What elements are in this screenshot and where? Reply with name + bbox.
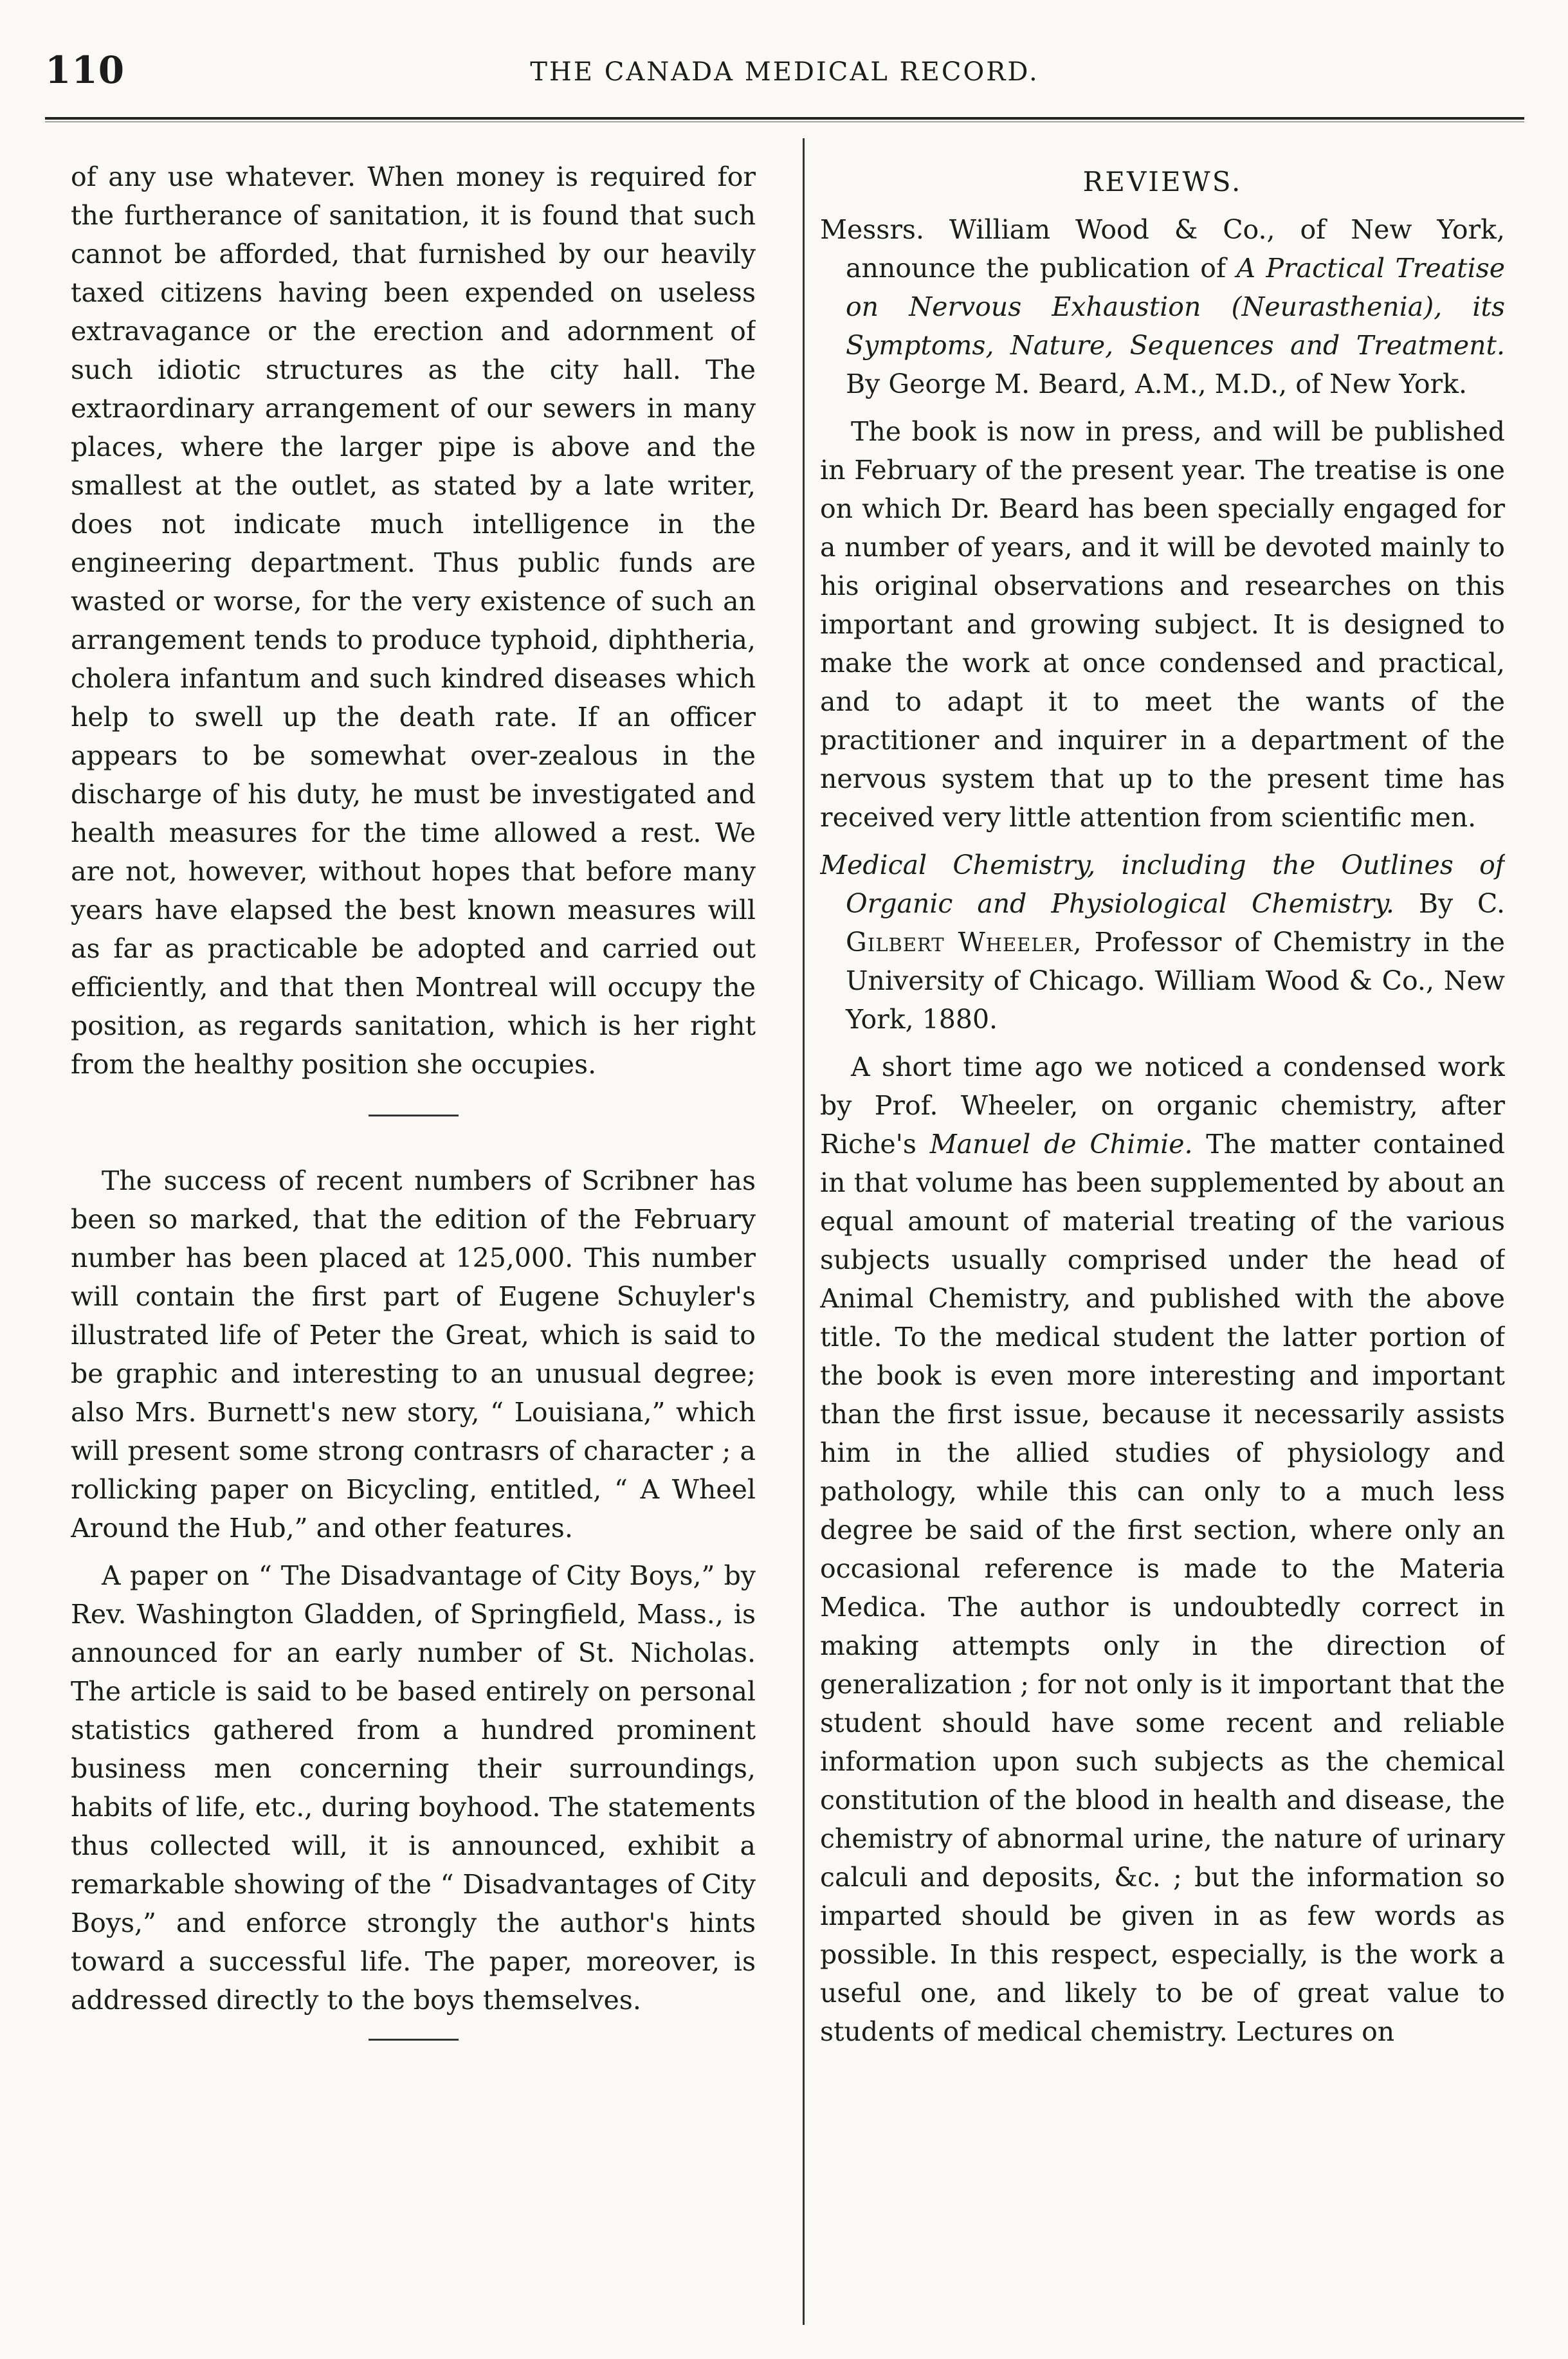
header-rule bbox=[45, 117, 1524, 122]
book-title: Medical Chemistry, including the Outlines of Organic and Physiological Chemistry. bbox=[820, 850, 1505, 919]
body-tail: The matter contained in that volume has been supplemented by about an equal amount of material treating of the various subjects usually comprised under the head of Animal Chemistry, and published with the above title. To the medical student the latter portion of the book is even more interesting and important than the first issue, because it necessarily assists him in the allied studies of physiology and pathology, while this can only to a much less degree be said of the first section, where only an occasional reference is made to the Materia Medica. The author is undoubtedly correct in making attempts only in the direction of generalization ; for not only is it important that the student should have some recent and reliable information upon such subjects as the chemical constitution of the blood in health and disease, the chemistry of abnormal urine, the nature of urinary calculi and deposits, &c. ; but the information so imparted should be given in as few words as possible. In this respect, especially, is the work a useful one, and likely to be of great value to students of medical chemistry. Lectures on bbox=[820, 1129, 1505, 2047]
column-divider bbox=[803, 138, 805, 2325]
running-title: THE CANADA MEDICAL RECORD. bbox=[530, 57, 1039, 87]
review-chemistry-citation bbox=[820, 846, 1505, 1039]
reviews-heading: REVIEWS. bbox=[1082, 166, 1243, 197]
page-header bbox=[45, 48, 1524, 100]
column-end-separator bbox=[369, 2039, 459, 2041]
book-title: A Practical Treatise on Nervous Exhaustion (Neurasthenia), its Symptoms, Nature, Sequences and Treatment. bbox=[846, 253, 1505, 361]
citation-author: By George M. Beard, A.M., M.D., of New York. bbox=[846, 369, 1468, 399]
page-number: 110 bbox=[45, 48, 125, 92]
section-separator bbox=[369, 1115, 459, 1116]
citation-by: By C. bbox=[1394, 888, 1505, 919]
review-chemistry-body bbox=[820, 1048, 1505, 2051]
left-column bbox=[71, 158, 756, 2331]
citation-tail: , Professor of Chemistry in the University of Chicago. William Wood & Co., New York, 1880. bbox=[846, 927, 1505, 1035]
body-lead: A short time ago we noticed a condensed work by Prof. Wheeler, on organic chemistry, after Riche's bbox=[820, 1052, 1505, 1160]
right-column bbox=[820, 158, 1505, 2331]
city-boys-paragraph: A paper on “ The Disadvantage of City Boys,” by Rev. Washington Gladden, of Springfield, Mass., is announced for an early number of St. Nicholas. The article is said to be based entirely on personal statistics gathered from a hundred prominent business men concerning their surroundings, habits of life, etc., during boyhood. The statements thus collected will, it is announced, exhibit a remarkable showing of the “ Disadvantages of City Boys,” and enforce strongly the author's hints toward a successful life. The paper, moreover, is addressed directly to the boys themselves. bbox=[71, 1560, 756, 2016]
citation-lead: Messrs. William Wood & Co., of New York, announce the publication of bbox=[820, 214, 1505, 284]
scribner-paragraph: The success of recent numbers of Scribner has been so marked, that the edition of the February number has been placed at 125,000. This number will contain the first part of Eugene Schuyler's illustrated life of Peter the Great, which is said to be graphic and interesting to an unusual degree; also Mrs. Burnett's new story, “ Louisiana,” which will present some strong contrasrs of character ; a rollicking paper on Bicycling, entitled, “ A Wheel Around the Hub,” and other features. bbox=[71, 1165, 756, 1544]
review-neurasthenia-citation bbox=[820, 210, 1505, 403]
review-neurasthenia-body: The book is now in press, and will be published in February of the present year. The treatise is one on which Dr. Beard has been specially engaged for a number of years, and it will be devoted mainly to his original observations and researches on this important and growing subject. It is designed to make the work at once condensed and practical, and to adapt it to meet the wants of the practitioner and inquirer in a department of the nervous system that up to the present time has received very little attention from scientific men. bbox=[820, 416, 1505, 833]
author-name: Gilbert Wheeler bbox=[846, 927, 1073, 958]
sanitation-paragraph: of any use whatever. When money is required for the furtherance of sanitation, it is found that such cannot be afforded, that furnished by our heavily taxed citizens having been expended on useless extravagance or the erection and adornment of such idiotic structures as the city hall. The extraordinary arrangement of our sewers in many places, where the larger pipe is above and the smallest at the outlet, as stated by a late writer, does not indicate much intelligence in the engineering department. Thus public funds are wasted or worse, for the very existence of such an arrangement tends to produce typhoid, diphtheria, cholera infantum and such kindred diseases which help to swell up the death rate. If an officer appears to be somewhat over-zealous in the discharge of his duty, he must be investigated and health measures for the time allowed a rest. We are not, however, without hopes that before many years have elapsed the best known measures will as far as practicable be adopted and carried out efficiently, and that then Montreal will occupy the position, as regards sanitation, which is her right from the healthy position she occupies. bbox=[71, 161, 756, 1080]
cited-work-title: Manuel de Chimie. bbox=[929, 1129, 1193, 1160]
